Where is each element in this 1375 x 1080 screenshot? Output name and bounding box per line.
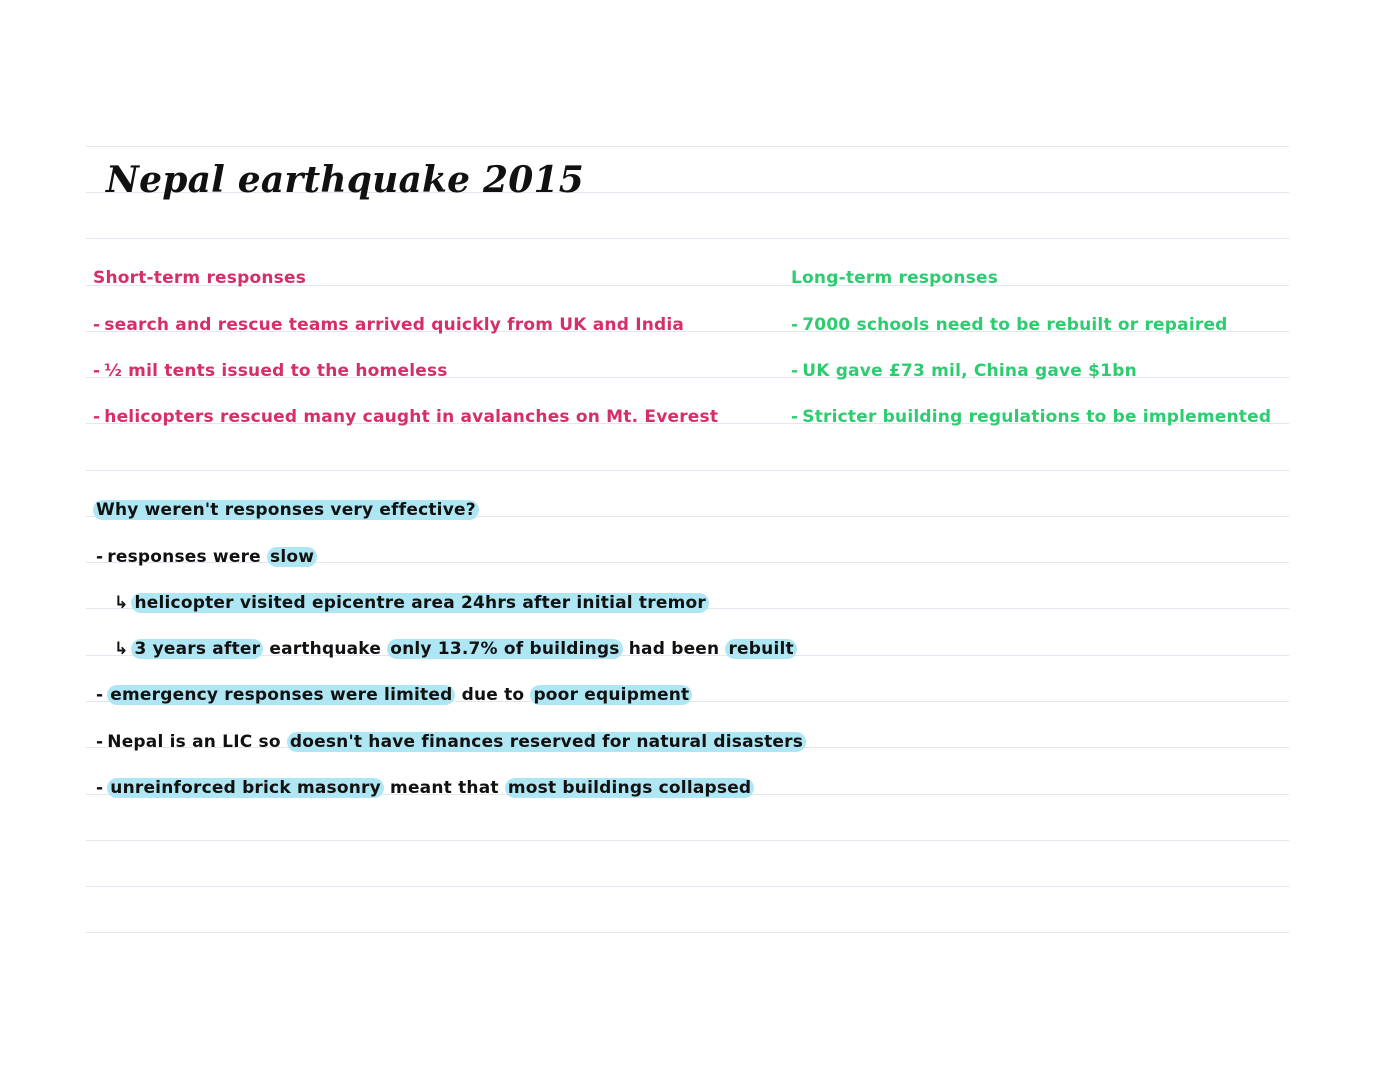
long-term-heading: Long-term responses [791, 268, 999, 288]
ruled-line [86, 146, 1289, 147]
short-term-heading: Short-term responses [93, 268, 307, 288]
why-question [93, 498, 479, 522]
highlighted-text: helicopter visited epicentre area 24hrs after initial tremor [131, 593, 709, 613]
ruled-line [86, 470, 1289, 471]
short-term-item-text: helicopters rescued many caught in avalanches on Mt. Everest [104, 407, 719, 427]
bullet-dash: - [93, 361, 101, 381]
long-term-item [791, 313, 1228, 337]
ruled-line [86, 840, 1289, 841]
short-term-item [93, 359, 448, 383]
long-term-item [791, 405, 1271, 429]
bullet-dash: - [96, 547, 104, 567]
highlighted-question: Why weren't responses very effective? [93, 500, 479, 520]
highlighted-text: doesn't have finances reserved for natural disasters [287, 732, 806, 752]
bullet-dash: - [791, 315, 799, 335]
why-point-text: meant that [383, 778, 505, 798]
why-point [96, 730, 806, 754]
highlighted-text: slow [267, 547, 317, 567]
ruled-line [86, 238, 1289, 239]
long-term-item-text: UK gave £73 mil, China gave $1bn [802, 361, 1137, 381]
why-point [96, 545, 317, 569]
long-term-item-text: 7000 schools need to be rebuilt or repaired [802, 315, 1228, 335]
short-term-item [93, 405, 718, 429]
highlighted-text: poor equipment [530, 685, 692, 705]
long-term-item [791, 359, 1137, 383]
why-point-text: earthquake [263, 639, 388, 659]
bullet-dash: - [96, 732, 104, 752]
arrow-icon: ↳ [114, 593, 129, 613]
bullet-dash: - [93, 407, 101, 427]
why-point [96, 776, 754, 800]
highlighted-text: rebuilt [725, 639, 796, 659]
short-term-item [93, 313, 684, 337]
bullet-dash: - [791, 361, 799, 381]
ruled-line [86, 932, 1289, 933]
highlighted-text: 3 years after [131, 639, 263, 659]
short-term-item-text: ½ mil tents issued to the homeless [104, 361, 448, 381]
why-point-text: had been [622, 639, 726, 659]
why-point-text: Nepal is an LIC so [107, 732, 287, 752]
highlighted-text: only 13.7% of buildings [387, 639, 622, 659]
bullet-dash: - [96, 685, 104, 705]
highlighted-text: unreinforced brick masonry [107, 778, 384, 798]
why-point-text: responses were [107, 547, 268, 567]
highlighted-text: emergency responses were limited [107, 685, 455, 705]
ruled-line [86, 886, 1289, 887]
arrow-icon: ↳ [114, 639, 129, 659]
bullet-dash: - [96, 778, 104, 798]
bullet-dash: - [791, 407, 799, 427]
why-point-text: due to [455, 685, 531, 705]
why-point [96, 683, 692, 707]
why-subpoint [114, 637, 797, 661]
bullet-dash: - [93, 315, 101, 335]
page-title: Nepal earthquake 2015 [106, 159, 584, 201]
long-term-item-text: Stricter building regulations to be implemented [802, 407, 1272, 427]
why-subpoint [114, 591, 709, 615]
highlighted-text: most buildings collapsed [505, 778, 754, 798]
short-term-item-text: search and rescue teams arrived quickly from UK and India [104, 315, 685, 335]
